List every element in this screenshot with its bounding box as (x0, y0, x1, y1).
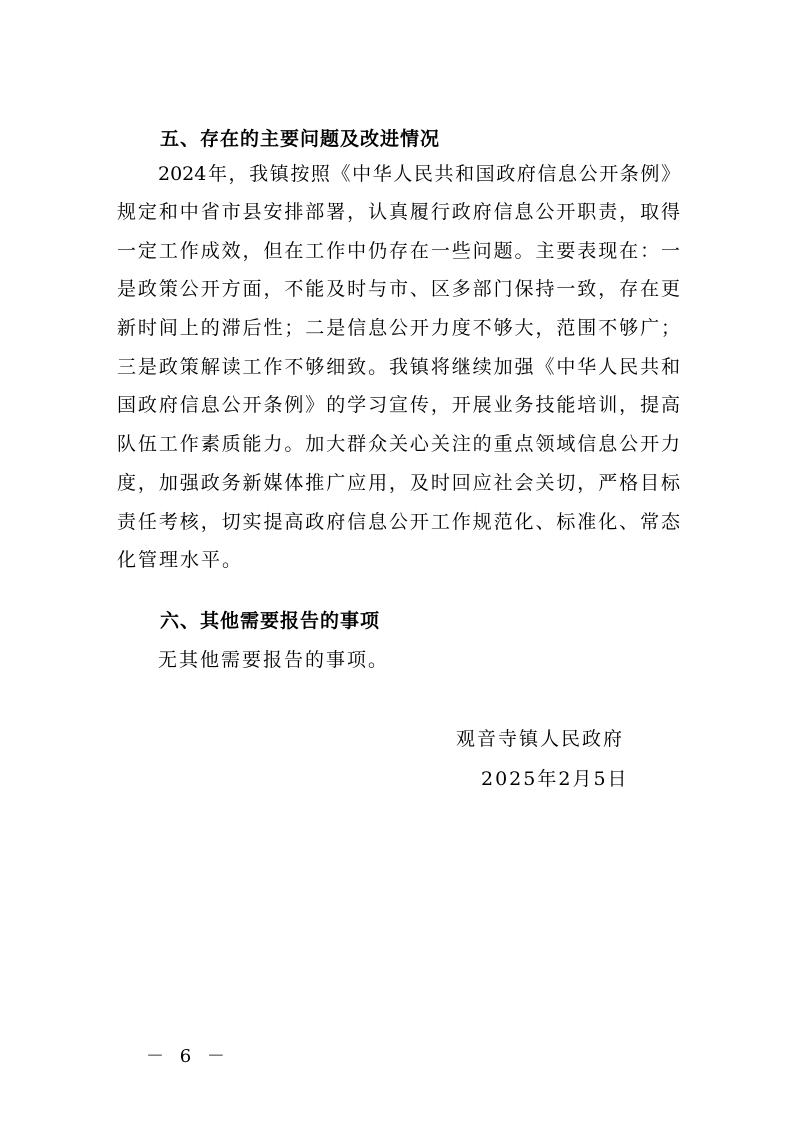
signature-date: 2025年2月5日 (481, 768, 629, 790)
section-5-line-4: 是政策公开方面，不能及时与市、区多部门保持一致，存在更 (117, 278, 680, 300)
page-number: － 6 － (146, 1046, 230, 1067)
section-5-line-7: 国政府信息公开条例》的学习宣传，开展业务技能培训，提高 (117, 394, 680, 416)
section-5-line-11: 化管理水平。 (117, 549, 244, 571)
section-6-heading: 六、其他需要报告的事项 (160, 610, 381, 632)
section-6-body: 无其他需要报告的事项。 (158, 649, 390, 671)
section-5-line-2: 规定和中省市县安排部署，认真履行政府信息公开职责，取得 (117, 201, 680, 223)
section-5-line-3: 一定工作成效，但在工作中仍存在一些问题。主要表现在：一 (117, 240, 680, 262)
section-5-line-8: 队伍工作素质能力。加大群众关心关注的重点领域信息公开力 (117, 433, 680, 455)
section-5-line-1: 2024年，我镇按照《中华人民共和国政府信息公开条例》 (158, 163, 680, 185)
signature-org: 观音寺镇人民政府 (456, 728, 625, 750)
section-5-line-6: 三是政策解读工作不够细致。我镇将继续加强《中华人民共和 (117, 356, 680, 378)
section-5-line-9: 度，加强政务新媒体推广应用，及时回应社会关切，严格目标 (117, 472, 680, 494)
section-5-line-10: 责任考核，切实提高政府信息公开工作规范化、标准化、常态 (117, 511, 680, 533)
section-5-line-5: 新时间上的滞后性；二是信息公开力度不够大，范围不够广； (117, 317, 680, 339)
section-5-heading: 五、存在的主要问题及改进情况 (160, 128, 441, 150)
